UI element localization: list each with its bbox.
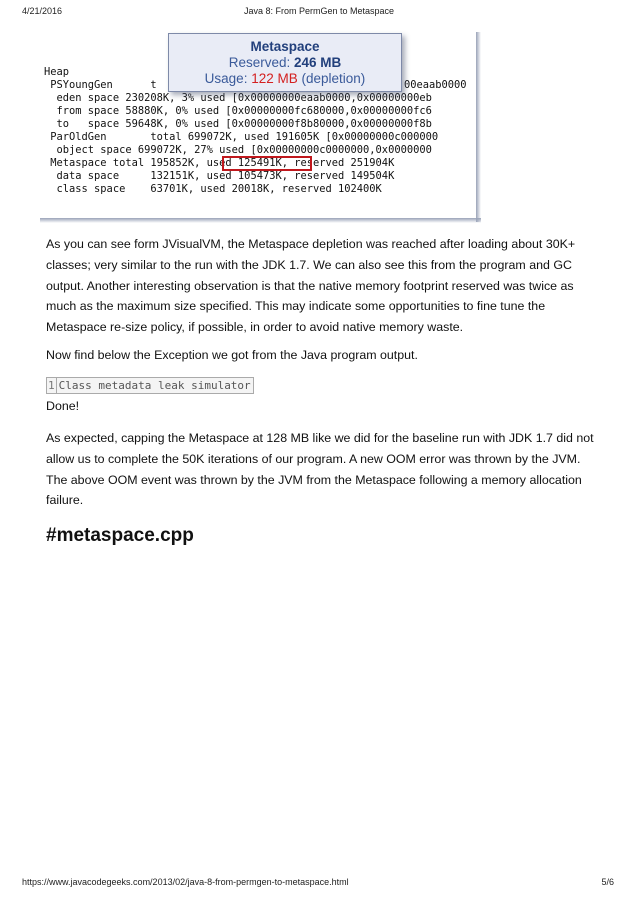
heap-line: from space 58880K, 0% used [0x00000000fc680000,0x00000000fc6 [44, 105, 432, 117]
done-text: Done! [46, 399, 80, 413]
paragraph-1: As you can see form JVisualVM, the Metaspace depletion was reached after loading about 30K+ classes; very similar to the run with the JDK 1.7. We can also see this from the program and GC output. Another interesting observation is that the native memory footprint reserved was twice as much as the maximum size specified. This may indicate some opportunities to fine tune the Metaspace re-size policy, if possible, in order to avoid native memory waste. [46, 237, 576, 335]
paragraph-2: Now find below the Exception we got from the Java program output. [46, 348, 418, 362]
heap-line: data space 132151K, used 105473K, reserved 149504K [44, 170, 395, 182]
reserved-label: Reserved: [228, 55, 291, 70]
print-date: 4/21/2016 [22, 6, 63, 16]
code-line-number: 1 [48, 379, 55, 392]
code-line-text: Class metadata leak simulator [57, 377, 254, 394]
heap-line-tail: 00eaab0000 [404, 79, 467, 91]
heap-line: object space 699072K, 27% used [0x00000000c0000000,0x0000000 [44, 144, 432, 156]
page-number: 5/6 [601, 877, 614, 887]
callout-reserved [169, 55, 401, 71]
source-url: https://www.javacodegeeks.com/2013/02/java-8-from-permgen-to-metaspace.html [22, 877, 349, 887]
used-highlight-box [222, 156, 312, 171]
usage-value: 122 MB [251, 71, 298, 86]
heap-line: Heap [44, 66, 70, 78]
heap-line: ParOldGen total 699072K, used 191605K [0x00000000c000000 [44, 131, 439, 143]
callout-title: Metaspace [250, 39, 320, 54]
usage-note: (depletion) [301, 71, 366, 86]
code-snippet [46, 377, 254, 394]
screenshot-shadow [40, 218, 481, 223]
heap-line: to space 59648K, 0% used [0x00000000f8b80000,0x00000000f8b [44, 118, 432, 130]
print-title: Java 8: From PermGen to Metaspace [243, 6, 395, 16]
heap-line: eden space 230208K, 3% used [0x00000000eaab0000,0x00000000eb [44, 92, 432, 104]
screenshot-shadow [476, 32, 481, 222]
section-heading: #metaspace.cpp [46, 525, 194, 546]
callout-usage [169, 71, 401, 87]
metaspace-callout [168, 33, 402, 92]
heap-line: class space 63701K, used 20018K, reserved 102400K [44, 183, 382, 195]
paragraph-3: As expected, capping the Metaspace at 128 MB like we did for the baseline run with JDK 1.7 did not allow us to complete the 50K iterations of our program. A new OOM error was thrown by the JVM. The above OOM event was thrown by the JVM from the Metaspace following a memory allocation failure. [46, 431, 594, 508]
usage-label: Usage: [204, 71, 248, 86]
heap-line: PSYoungGen t [44, 79, 157, 91]
reserved-value: 246 MB [294, 55, 342, 70]
heap-line: Metaspace total 195852K, used 125491K, reserved 251904K [44, 157, 395, 169]
